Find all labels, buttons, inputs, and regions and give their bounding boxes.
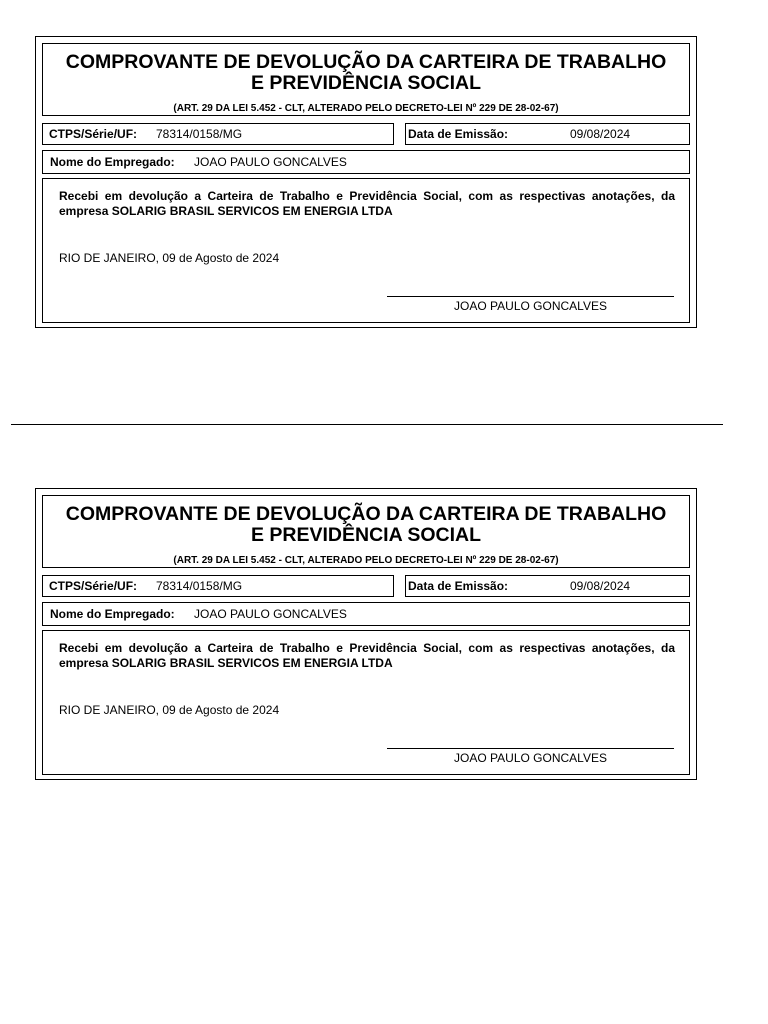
signature-line [387,296,674,297]
employee-label: Nome do Empregado: [50,607,175,621]
declaration-text: Recebi em devolução a Carteira de Trabalho e Previdência Social, com as respectivas anotações, da empresa SOLARIG BRASIL SERVICOS EM ENERGIA LTDA [59,641,675,670]
ctps-label: CTPS/Série/UF: [49,127,138,141]
title-line-2: E PREVIDÊNCIA SOCIAL [250,72,482,94]
signature-name: JOAO PAULO GONCALVES [454,751,607,765]
issue-date-label: Data de Emissão: [408,127,509,141]
signature-name: JOAO PAULO GONCALVES [454,299,607,313]
title-line-1: COMPROVANTE DE DEVOLUÇÃO DA CARTEIRA DE TRABALHO [65,51,667,73]
receipt-form [35,488,697,780]
issue-date-value: 09/08/2024 [570,127,631,141]
legal-subtitle: (ART. 29 DA LEI 5.452 - CLT, ALTERADO PELO DECRETO-LEI Nº 229 DE 28-02-67) [173,103,559,114]
issue-date-field [405,123,690,145]
issue-date-label: Data de Emissão: [408,579,509,593]
cut-line [11,424,723,425]
ctps-label: CTPS/Série/UF: [49,579,138,593]
title-box [42,495,690,568]
place-date: RIO DE JANEIRO, 09 de Agosto de 2024 [59,703,280,717]
ctps-value: 78314/0158/MG [156,579,243,593]
document-title [43,504,689,546]
title-line-2: E PREVIDÊNCIA SOCIAL [250,524,482,546]
issue-date-field [405,575,690,597]
signature-line [387,748,674,749]
issue-date-value: 09/08/2024 [570,579,631,593]
ctps-field [42,575,394,597]
employee-value: JOAO PAULO GONCALVES [194,155,347,169]
employee-field [42,602,690,626]
employee-value: JOAO PAULO GONCALVES [194,607,347,621]
document-title [43,52,689,94]
ctps-value: 78314/0158/MG [156,127,243,141]
legal-subtitle: (ART. 29 DA LEI 5.452 - CLT, ALTERADO PELO DECRETO-LEI Nº 229 DE 28-02-67) [173,555,559,566]
employee-label: Nome do Empregado: [50,155,175,169]
title-line-1: COMPROVANTE DE DEVOLUÇÃO DA CARTEIRA DE TRABALHO [65,503,667,525]
title-box [42,43,690,116]
ctps-field [42,123,394,145]
place-date: RIO DE JANEIRO, 09 de Agosto de 2024 [59,251,280,265]
declaration-box [42,178,690,323]
declaration-text: Recebi em devolução a Carteira de Trabalho e Previdência Social, com as respectivas anotações, da empresa SOLARIG BRASIL SERVICOS EM ENERGIA LTDA [59,189,675,218]
receipt-form [35,36,697,328]
declaration-box [42,630,690,775]
employee-field [42,150,690,174]
